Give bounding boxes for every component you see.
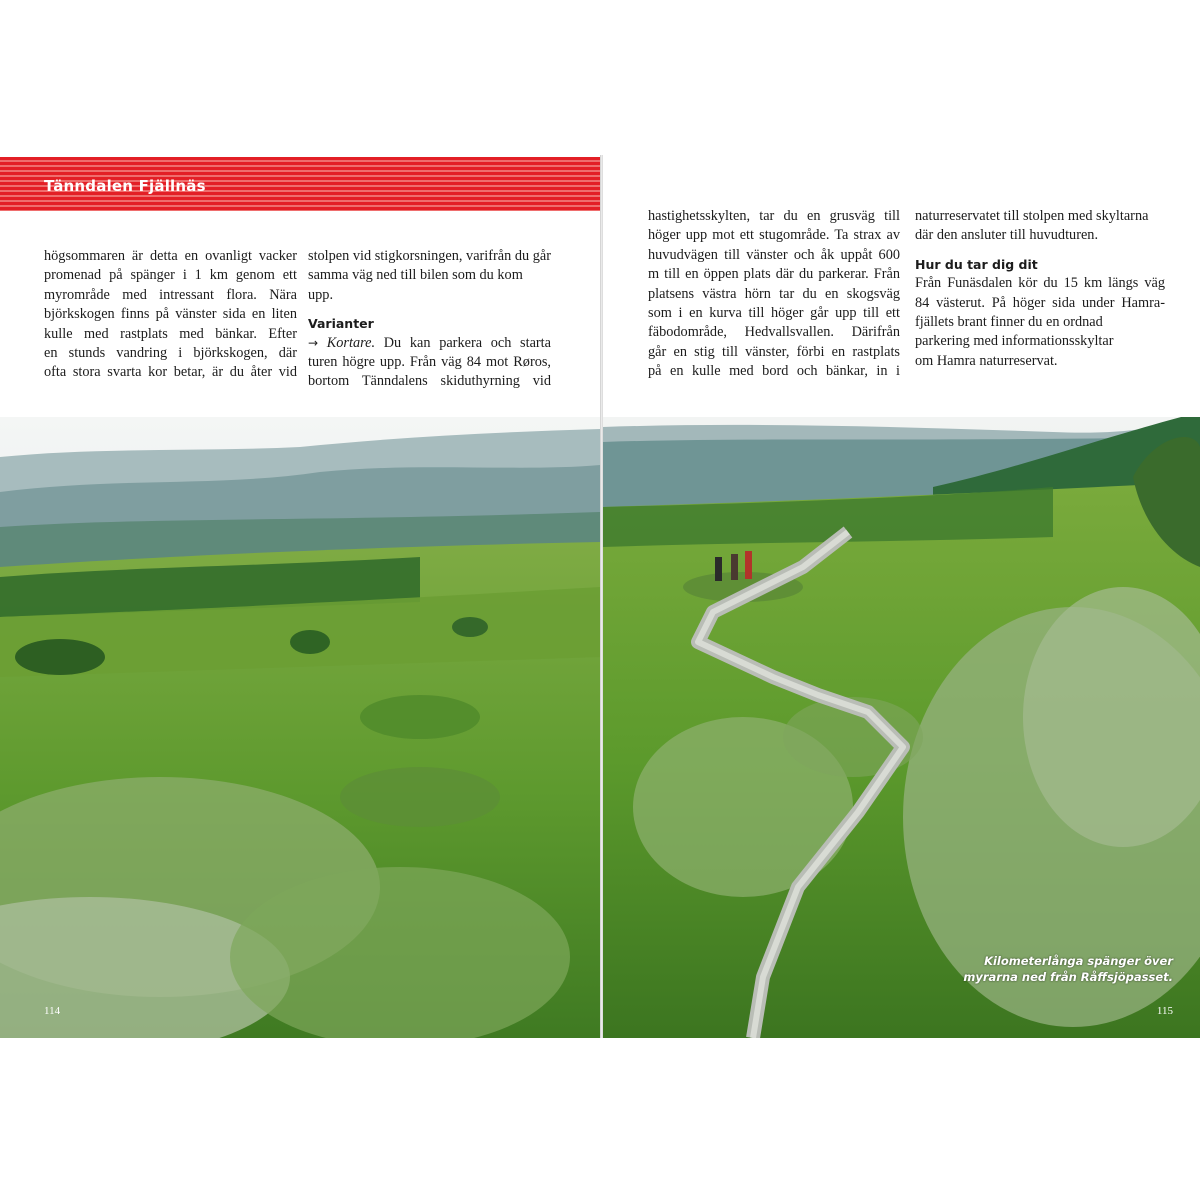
text-line: hastighetsskylten, tar du en grusväg till [648, 208, 900, 224]
text-line: en stunds vandring i björkskogen, där [44, 345, 297, 362]
caption-line: myrarna ned från Råffsjöpasset. [963, 970, 1173, 984]
arrow-right-icon: → [308, 335, 319, 350]
text-line: Från Funäsdalen kör du 15 km längs väg [915, 275, 1165, 292]
page-number-left: 114 [44, 1005, 61, 1017]
right-column-1 [648, 207, 900, 382]
text-line: turen högre upp. Från väg 84 mot Røros, [308, 354, 551, 371]
left-column-1 [44, 247, 297, 383]
text-line: stolpen vid stigkorsningen, varifrån du går [308, 248, 551, 264]
page-number-right: 115 [1156, 1005, 1173, 1017]
text-line: björkskogen finns på vänster sida en liten [44, 306, 297, 323]
text-line: fjällets brant finner du en ordnad [915, 314, 1103, 331]
text-line: naturreservatet till stolpen med skyltarna [915, 208, 1149, 224]
right-landscape-photo [603, 417, 1200, 1038]
text-line: platsens västra hörn tar du en skogsväg [648, 285, 900, 302]
text-line: m till en öppen plats där du parkerar. Från [648, 266, 900, 283]
left-page [0, 155, 600, 1038]
text-line: promenad på spänger i 1 km genom ett [44, 267, 297, 284]
right-column-2 [915, 207, 1165, 371]
text-line: parkering med informationsskyltar [915, 333, 1114, 350]
left-landscape-photo [0, 417, 600, 1038]
right-page [603, 155, 1200, 1038]
text-line: som i en kurva till höger går upp till ett [648, 305, 900, 322]
text-fragment: Du kan parkera och starta [375, 334, 551, 351]
text-line: fäbodområde, Hedvallsvallen. Därifrån [648, 324, 900, 341]
text-line: huvudvägen till vänster och åk uppåt 600 [648, 246, 900, 263]
left-column-2 [308, 247, 551, 392]
text-line: om Hamra naturreservat. [915, 352, 1058, 369]
text-line: höger upp mot ett stugområde. Ta strax av [648, 227, 900, 244]
text-line [308, 334, 551, 353]
text-line: går en stig till vänster, förbi en rastplats [648, 343, 900, 360]
text-line: ofta stora svarta kor betar, är du åter vid [44, 364, 297, 381]
chapter-title: Tänndalen Fjällnäs [44, 177, 206, 195]
section-heading-hur-du-tar-dig-dit: Hur du tar dig dit [915, 256, 1038, 272]
text-line: 84 västerut. På höger sida under Hamra- [915, 294, 1165, 311]
text-line: där den ansluter till huvudturen. [915, 227, 1099, 244]
photo-caption [963, 953, 1173, 985]
caption-line: Kilometerlånga spänger över [984, 954, 1173, 968]
text-line: kulle med rastplats med bänkar. Efter [44, 325, 297, 342]
book-spread [0, 155, 1200, 1038]
text-line: myrområde med intressant flora. Nära [44, 286, 297, 303]
text-line: på en kulle med bord och bänkar, in i [648, 363, 900, 380]
text-line: bortom Tänndalens skiduthyrning vid [308, 373, 551, 390]
text-line: samma väg ned till bilen som du kom upp. [308, 267, 523, 303]
section-heading-varianter: Varianter [308, 316, 374, 332]
text-line: högsommaren är detta en ovanligt vacker [44, 248, 297, 264]
chapter-header-band [0, 157, 600, 211]
kortare-label: Kortare. [326, 334, 376, 351]
